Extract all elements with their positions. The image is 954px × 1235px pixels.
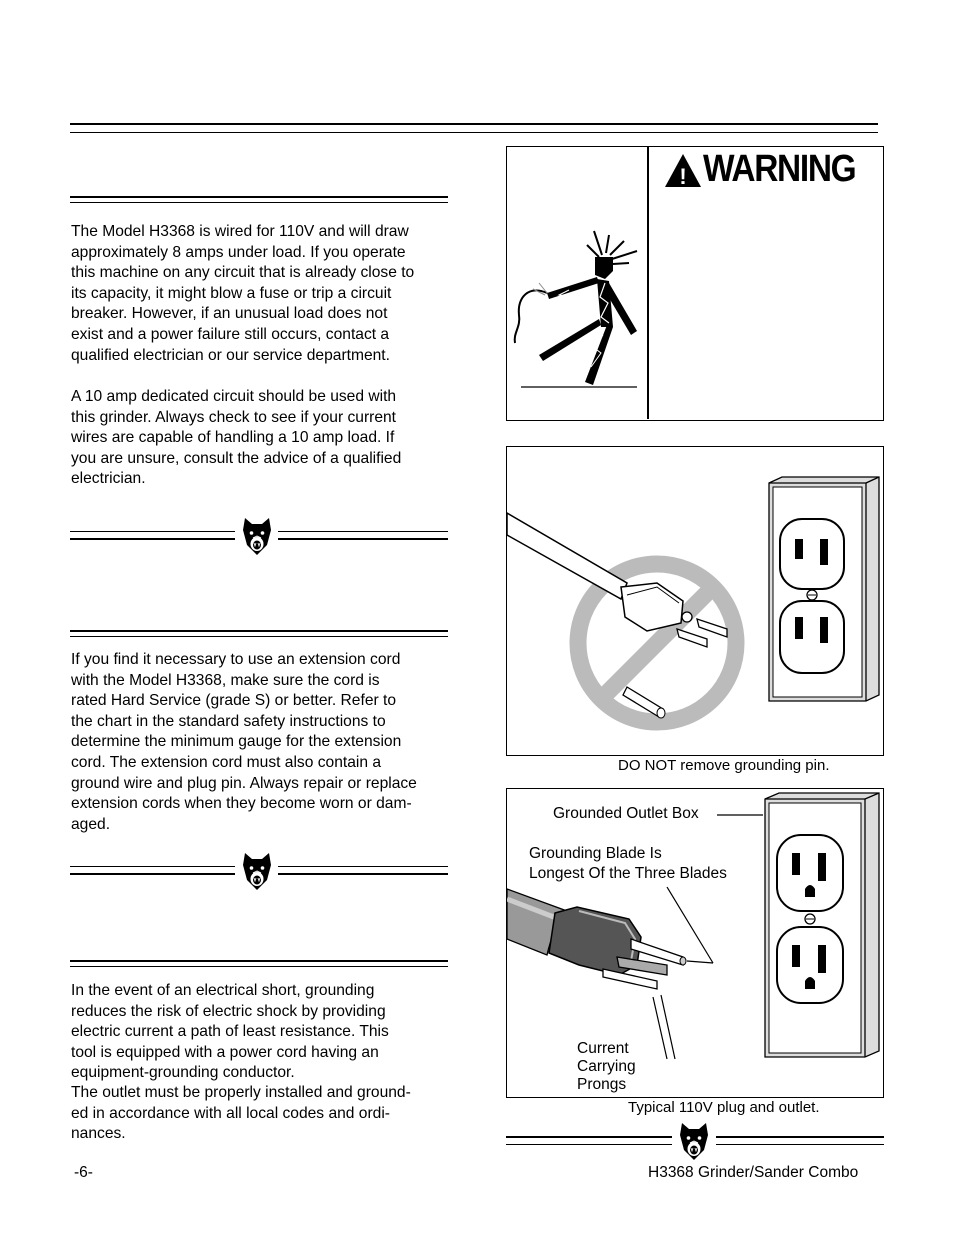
bear-logo-icon <box>240 851 274 891</box>
label-grounded-outlet-box: Grounded Outlet Box <box>553 805 699 822</box>
figure-1-illustration <box>507 447 883 755</box>
grounding-paragraph-1: In the event of an electrical short, grounding reduces the risk of electric shock by providing electric current a path of least resistance. This tool is equipped with a power cord having an equipment-grounding conductor. <box>71 982 389 1082</box>
warning-title: WARNING <box>703 148 856 190</box>
extension-section-rule <box>70 630 448 632</box>
figure-1-frame <box>506 446 884 756</box>
bear-logo-icon <box>240 516 274 556</box>
circuit-paragraph-1: The Model H3368 is wired for 110V and will draw approximately 8 amps under load. If you operate this machine on any circuit that is already close to its capacity, it might blow a fuse or trip a circuit breaker. However, if an unusual load does not exist and a power failure still occurs, contact a qualified electrician or our service department. <box>71 223 415 364</box>
grounded-outlet-graphic <box>765 793 879 1057</box>
divider-2-line-left-top <box>70 866 235 867</box>
warning-box <box>506 146 884 421</box>
circuit-paragraph-2: A 10 amp dedicated circuit should be used with this grinder. Always check to see if your current wires are capable of handling a 10 amp load. If you are unsure, consult the advice of a qualified electrician. <box>71 388 402 488</box>
label-prongs-line-1: Current <box>577 1040 629 1057</box>
divider-2-line-right-bottom <box>278 873 448 875</box>
label-prongs-line-2: Carrying <box>577 1058 636 1075</box>
label-prongs-line-3: Prongs <box>577 1076 627 1093</box>
circuit-section-rule <box>70 196 448 198</box>
divider-1-line-left-top <box>70 531 235 532</box>
divider-2-line-right-top <box>278 866 448 867</box>
divider-3-line-right-top <box>716 1136 884 1138</box>
header-rule-bottom <box>70 132 878 133</box>
label-grounding-blade-line-2: Longest Of the Three Blades <box>529 865 727 882</box>
extension-paragraph: If you find it necessary to use an extension cord with the Model H3368, make sure the cord is rated Hard Service (grade S) or better. Refer to the chart in the standard safety instructions to determine the minimum gauge for the extension cord. The extension cord must also contain a ground wire and plug pin. Always repair or replace extension cords when they become worn or dam- aged. <box>71 651 417 833</box>
divider-1-line-left-bottom <box>70 538 235 540</box>
figure-2-illustration <box>507 789 883 1097</box>
divider-3-line-left-top <box>506 1136 672 1138</box>
bear-logo-icon <box>677 1121 711 1161</box>
grounding-section-rule-thin <box>70 966 448 967</box>
wall-outlet-graphic <box>769 477 879 701</box>
figure-1-caption: DO NOT remove grounding pin. <box>618 757 830 774</box>
model-title: H3368 Grinder/Sander Combo <box>648 1164 859 1181</box>
label-grounding-blade-line-1: Grounding Blade Is <box>529 845 662 862</box>
warning-triangle-icon <box>664 153 702 189</box>
svg-text:!: ! <box>679 164 687 189</box>
page-number: -6- <box>74 1164 93 1181</box>
figure-2-caption: Typical 110V plug and outlet. <box>628 1099 820 1116</box>
extension-section-rule-thin <box>70 636 448 637</box>
divider-3-line-left-bottom <box>506 1144 672 1145</box>
warning-box-divider <box>647 147 649 419</box>
electric-shock-figure-icon <box>509 227 645 397</box>
divider-2-line-left-bottom <box>70 873 235 875</box>
divider-1-line-right-bottom <box>278 538 448 540</box>
header-rule-top <box>70 123 878 125</box>
divider-1-line-right-top <box>278 531 448 532</box>
grounding-section-rule <box>70 960 448 962</box>
figure-2-frame <box>506 788 884 1098</box>
circuit-section-rule-thin <box>70 202 448 203</box>
grounding-paragraph-2: The outlet must be properly installed and ground- ed in accordance with all local codes and ordi- nances. <box>71 1084 411 1143</box>
divider-3-line-right-bottom <box>716 1144 884 1145</box>
